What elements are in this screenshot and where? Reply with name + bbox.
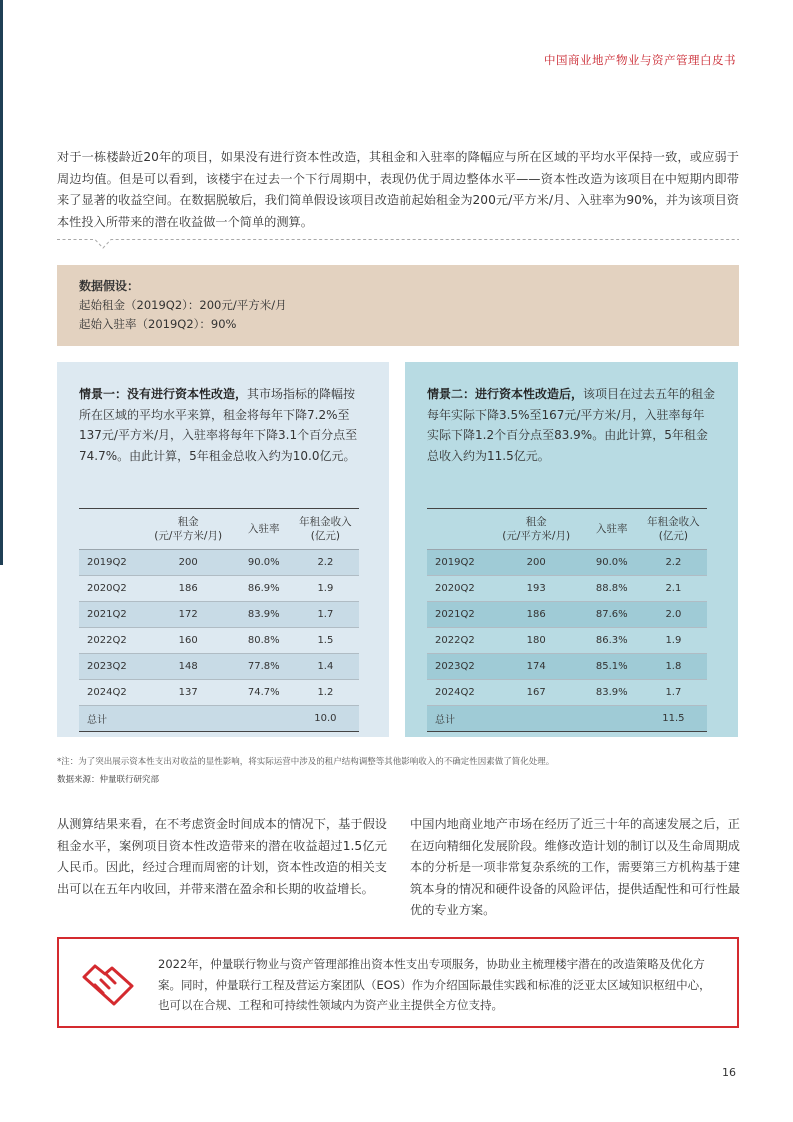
table-row: [427, 654, 707, 680]
table-header-occupancy: 入驻率: [236, 509, 292, 550]
table-cell: 86.3%: [584, 628, 640, 654]
report-header-title: 中国商业地产物业与资产管理白皮书: [544, 53, 736, 67]
table-cell: 180: [489, 628, 584, 654]
table-row: [427, 550, 707, 576]
table-cell: 2021Q2: [79, 602, 141, 628]
table-cell: 2.0: [640, 602, 707, 628]
table-cell: 137: [141, 680, 236, 706]
data-source: 数据来源：仲量联行研究部: [57, 775, 160, 785]
table-cell: 2020Q2: [427, 576, 489, 602]
table-cell: 2019Q2: [79, 550, 141, 576]
table-cell: 10.0: [292, 706, 359, 732]
table-cell: 1.9: [292, 576, 359, 602]
table-cell: 186: [141, 576, 236, 602]
table-cell: 200: [489, 550, 584, 576]
table-cell: [236, 706, 292, 732]
body-right-paragraph: 中国内地商业地产市场在经历了近三十年的高速发展之后，正在迈向精细化发展阶段。维修改造计划的制订以及生命周期成本的分析是一项非常复杂系统的工作，需要第三方机构基于建筑本身的情况和硬件设备的风险评估，提供适配性和可行性最优的专业方案。: [410, 817, 740, 917]
table-header-empty: [427, 509, 489, 550]
table-cell: 80.8%: [236, 628, 292, 654]
table-row: [79, 628, 359, 654]
table-cell: 2.1: [640, 576, 707, 602]
table-row: [79, 576, 359, 602]
footnote: *注：为了突出展示资本性支出对收益的显性影响，将实际运营中涉及的租户结构调整等其他影响收入的不确定性因素做了简化处理。: [57, 757, 555, 767]
table-row: [427, 706, 707, 732]
table-cell: 1.7: [640, 680, 707, 706]
assumption-rent: 起始租金（2019Q2）：200元/平方米/月: [79, 298, 287, 312]
table-cell: 174: [489, 654, 584, 680]
table-cell: 2.2: [640, 550, 707, 576]
table-cell: 总计: [427, 706, 489, 732]
table-row: [79, 654, 359, 680]
table-cell: [141, 706, 236, 732]
scenario-one-text: [79, 384, 367, 480]
table-cell: 88.8%: [584, 576, 640, 602]
table-header-row: [427, 509, 707, 550]
table-cell: 83.9%: [236, 602, 292, 628]
assumptions-title: 数据假设：: [79, 279, 140, 293]
callout-text: 2022年，仲量联行物业与资产管理部推出资本性支出专项服务，协助业主梳理楼宇潜在的改造策略及优化方案。同时，仲量联行工程及营运方案团队（EOS）作为介绍国际最佳实践和标准的泛亚太区域知识枢纽中心，也可以在合规、工程和可持续性领域内为资产业主提供全方位支持。: [158, 957, 711, 1012]
body-left-paragraph: 从测算结果来看，在不考虑资金时间成本的情况下，基于假设租金水平，案例项目资本性改造带来的潜在收益超过1.5亿元人民币。因此，经过合理而周密的计划，资本性改造的相关支出可以在五年内收回，并带来潜在盈余和长期的收益增长。: [57, 817, 387, 896]
dashed-divider: [57, 238, 739, 252]
scenario-two-body: 该项目在过去五年的租金每年实际下降3.5%至167元/平方米/月，入驻率每年实际下降1.2个百分点至83.9%。由此计算，5年租金总收入约为11.5亿元。: [427, 387, 716, 463]
table-cell: 2022Q2: [427, 628, 489, 654]
table-cell: 11.5: [640, 706, 707, 732]
table-cell: 2023Q2: [427, 654, 489, 680]
table-cell: 2022Q2: [79, 628, 141, 654]
table-header-income: 年租金收入 (亿元): [640, 509, 707, 550]
table-row: [79, 602, 359, 628]
table-cell: 86.9%: [236, 576, 292, 602]
table-cell: 160: [141, 628, 236, 654]
table-header-empty: [79, 509, 141, 550]
table-cell: 2.2: [292, 550, 359, 576]
table-cell: 1.5: [292, 628, 359, 654]
table-cell: 1.8: [640, 654, 707, 680]
table-cell: 2020Q2: [79, 576, 141, 602]
left-edge-rule: [0, 0, 3, 565]
page-number: 16: [722, 1066, 736, 1079]
table-cell: 1.2: [292, 680, 359, 706]
table-header-row: [79, 509, 359, 550]
table-cell: [489, 706, 584, 732]
table-cell: 83.9%: [584, 680, 640, 706]
table-cell: 2019Q2: [427, 550, 489, 576]
table-row: [79, 680, 359, 706]
table-cell: 85.1%: [584, 654, 640, 680]
service-callout-box: [57, 937, 739, 1028]
table-header-occupancy: 入驻率: [584, 509, 640, 550]
table-cell: 148: [141, 654, 236, 680]
data-assumptions-box: [57, 265, 739, 346]
table-cell: 200: [141, 550, 236, 576]
table-cell: 2024Q2: [79, 680, 141, 706]
table-row: [427, 602, 707, 628]
table-cell: 87.6%: [584, 602, 640, 628]
table-cell: 90.0%: [236, 550, 292, 576]
intro-paragraph: 对于一栋楼龄近20年的项目，如果没有进行资本性改造，其租金和入驻率的降幅应与所在区域的平均水平保持一致，或应弱于周边均值。但是可以看到，该楼宇在过去一个下行周期中，表现仍优于周边整体水平——资本性改造为该项目在中短期内即带来了显著的收益空间。在数据脱敏后，我们简单假设该项目改造前起始租金为200元/平方米/月、入驻率为90%，并为该项目资本性投入所带来的潜在收益做一个简单的测算。: [57, 150, 739, 229]
scenario-one-panel: [57, 362, 389, 737]
scenario-two-table: [427, 508, 707, 732]
table-header-income: 年租金收入 (亿元): [292, 509, 359, 550]
table-row: [79, 706, 359, 732]
table-cell: 74.7%: [236, 680, 292, 706]
scenario-one-table: [79, 508, 359, 732]
table-cell: 2024Q2: [427, 680, 489, 706]
table-cell: 193: [489, 576, 584, 602]
table-cell: 1.9: [640, 628, 707, 654]
table-row: [427, 576, 707, 602]
scenario-two-text: [427, 384, 716, 480]
table-row: [427, 680, 707, 706]
table-cell: 2023Q2: [79, 654, 141, 680]
table-cell: 167: [489, 680, 584, 706]
table-row: [79, 550, 359, 576]
table-cell: [584, 706, 640, 732]
table-cell: 77.8%: [236, 654, 292, 680]
table-cell: 90.0%: [584, 550, 640, 576]
table-cell: 1.7: [292, 602, 359, 628]
scenario-two-heading: 情景二：进行资本性改造后，: [427, 387, 584, 401]
table-row: [427, 628, 707, 654]
table-cell: 172: [141, 602, 236, 628]
scenario-one-body: 其市场指标的降幅按所在区域的平均水平来算，租金将每年下降7.2%至137元/平方米/月，入驻率将每年下降3.1个百分点至74.7%。由此计算，5年租金总收入约为10.0亿元。: [79, 387, 358, 463]
scenario-one-heading: 情景一：没有进行资本性改造，: [79, 387, 248, 401]
table-cell: 186: [489, 602, 584, 628]
table-cell: 1.4: [292, 654, 359, 680]
table-header-rent: 租金 (元/平方米/月): [141, 509, 236, 550]
table-cell: 总计: [79, 706, 141, 732]
assumption-occupancy: 起始入驻率（2019Q2）：90%: [79, 317, 237, 331]
handshake-icon: [81, 959, 135, 1007]
table-cell: 2021Q2: [427, 602, 489, 628]
table-header-rent: 租金 (元/平方米/月): [489, 509, 584, 550]
scenario-two-panel: [405, 362, 738, 737]
